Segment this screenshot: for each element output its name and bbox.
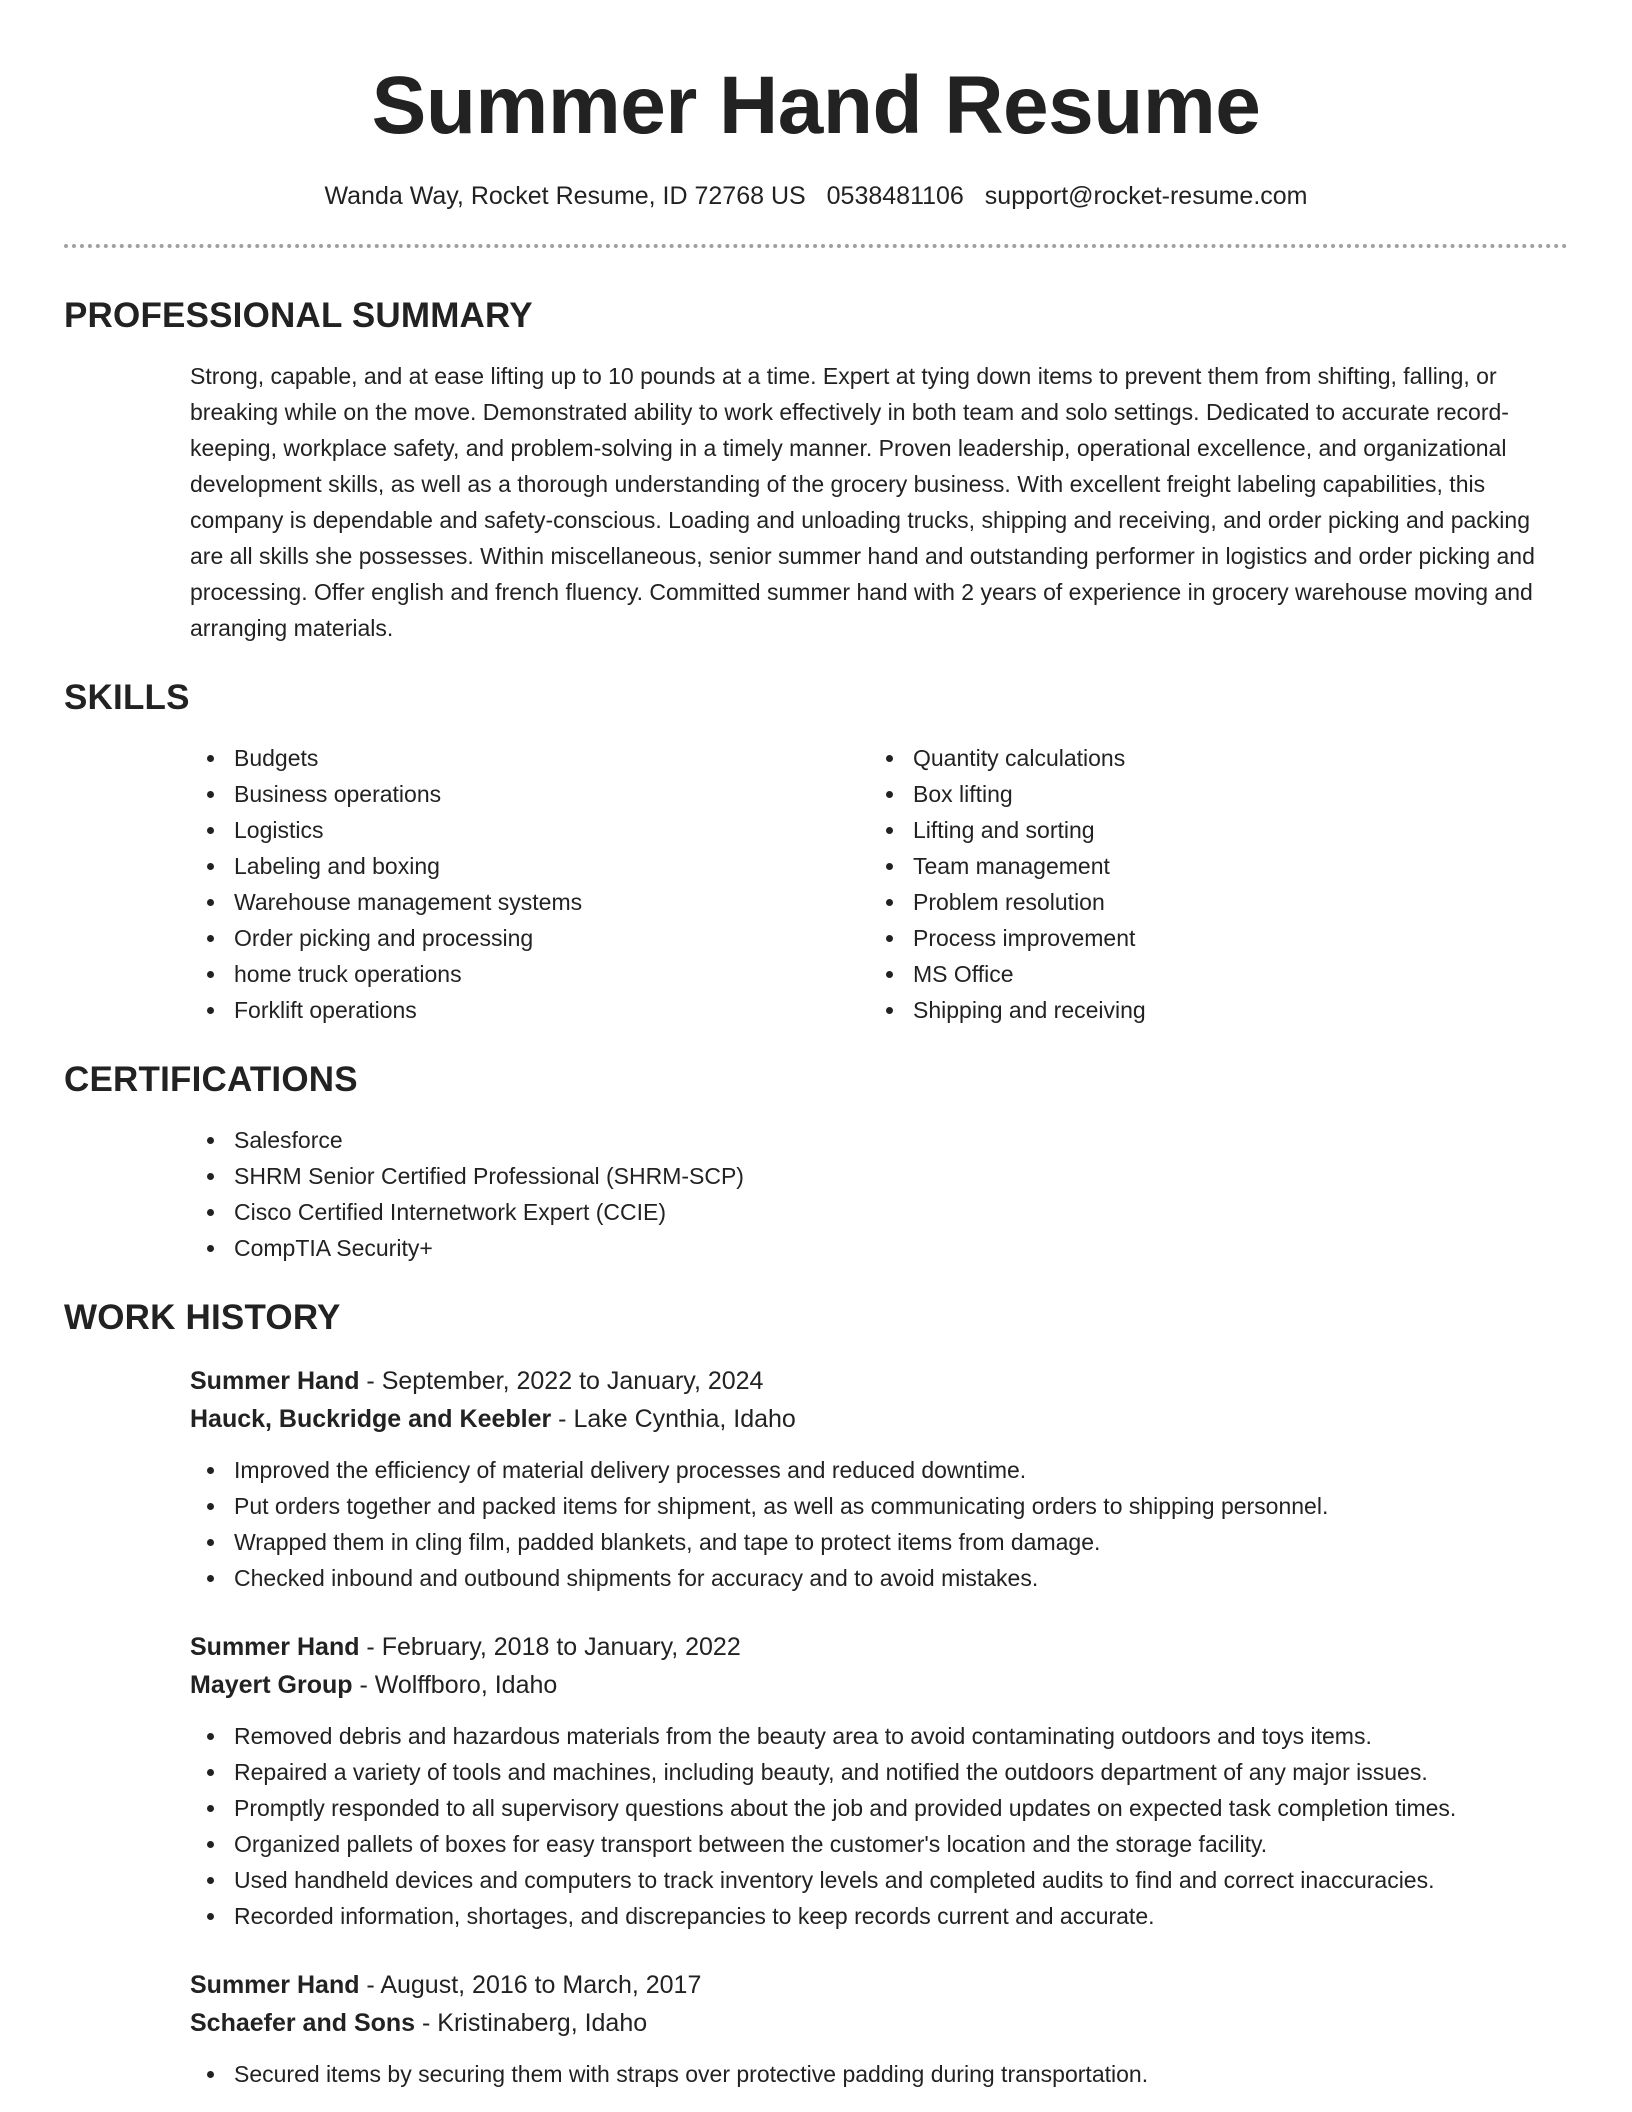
skill-item: Shipping and receiving [869,992,1548,1028]
job-role: Summer Hand [190,1367,360,1395]
job-duty: Secured items by securing them with straps over protective padding during transportation. [190,2056,1568,2092]
contact-line [64,180,1568,212]
skill-item: Warehouse management systems [190,884,869,920]
job-duty: Used handheld devices and computers to track inventory levels and completed audits to find and correct inaccuracies. [190,1862,1568,1898]
job-dates: - August, 2016 to March, 2017 [359,1971,702,1999]
job-company: Schaefer and Sons [190,2009,416,2037]
job-duty: Improved the efficiency of material delivery processes and reduced downtime. [190,1452,1568,1488]
job-duty: Organized pallets of boxes for easy transport between the customer's location and the storage facility. [190,1826,1568,1862]
job-company: Hauck, Buckridge and Keebler [190,1405,552,1433]
contact-phone: 0538481106 [826,182,964,210]
job-dates: - September, 2022 to January, 2024 [359,1367,764,1395]
skill-item: Labeling and boxing [190,848,869,884]
job-role-line [190,1966,1568,2004]
summary-text: Strong, capable, and at ease lifting up to 10 pounds at a time. Expert at tying down items to prevent them from shifting, falling, or breaking while on the move. Demonstrated ability to work effectively in both team and solo settings. Dedicated to accurate record-keeping, workplace safety, and problem-solving in a timely manner. Proven leadership, operational excellence, and organizational development skills, as well as a thorough understanding of the grocery business. With excellent freight labeling capabilities, this company is dependable and safety-conscious. Loading and unloading trucks, shipping and receiving, and order picking and packing are all skills she possesses. Within miscellaneous, senior summer hand and outstanding performer in logistics and order picking and processing. Offer english and french fluency. Committed summer hand with 2 years of experience in grocery warehouse moving and arranging materials. [190,363,1535,641]
job-duties-list [190,1452,1568,1596]
job-role-line [190,1362,1568,1400]
header-divider [64,244,1568,248]
skill-item: Budgets [190,740,869,776]
job-entry [190,1628,1568,1934]
skill-item: Logistics [190,812,869,848]
skills-columns [190,740,1568,1028]
skill-item: Quantity calculations [869,740,1548,776]
resume-page [64,0,1568,2092]
skill-item: Business operations [190,776,869,812]
job-location: - Wolffboro, Idaho [352,1671,558,1699]
job-location: - Kristinaberg, Idaho [415,2009,648,2037]
certification-item: Salesforce [190,1122,1568,1158]
job-company-line [190,1400,1568,1438]
contact-email: support@rocket-resume.com [984,182,1308,210]
skill-item: Team management [869,848,1548,884]
resume-title: Summer Hand Resume [371,60,1261,151]
job-entry [190,1966,1568,2092]
skill-item: Lifting and sorting [869,812,1548,848]
skill-item: MS Office [869,956,1548,992]
skill-item: Box lifting [869,776,1548,812]
contact-address: Wanda Way, Rocket Resume, ID 72768 US [324,182,806,210]
skill-item: home truck operations [190,956,869,992]
section-title-work-history: WORK HISTORY [64,1298,341,1337]
skills-column-left [190,740,869,1028]
job-duties-list [190,2056,1568,2092]
job-duty: Wrapped them in cling film, padded blankets, and tape to protect items from damage. [190,1524,1568,1560]
job-role: Summer Hand [190,1633,360,1661]
certification-item: CompTIA Security+ [190,1230,1568,1266]
job-duty: Checked inbound and outbound shipments for accuracy and to avoid mistakes. [190,1560,1568,1596]
job-company: Mayert Group [190,1671,353,1699]
job-duty: Put orders together and packed items for shipment, as well as communicating orders to shipping personnel. [190,1488,1568,1524]
skill-item: Problem resolution [869,884,1548,920]
job-location: - Lake Cynthia, Idaho [551,1405,796,1433]
job-duty: Recorded information, shortages, and discrepancies to keep records current and accurate. [190,1898,1568,1934]
skills-list-left [190,740,869,1028]
job-duties-list [190,1718,1568,1934]
job-duty: Promptly responded to all supervisory questions about the job and provided updates on expected task completion times. [190,1790,1568,1826]
job-duty: Repaired a variety of tools and machines, including beauty, and notified the outdoors department of any major issues. [190,1754,1568,1790]
job-entry [190,1362,1568,1596]
job-company-line [190,1666,1568,1704]
job-company-line [190,2004,1568,2042]
skills-list-right [869,740,1548,1028]
section-title-certifications: CERTIFICATIONS [64,1060,358,1099]
job-duty: Removed debris and hazardous materials from the beauty area to avoid contaminating outdoors and toys items. [190,1718,1568,1754]
certification-item: SHRM Senior Certified Professional (SHRM-SCP) [190,1158,1568,1194]
skills-column-right [869,740,1548,1028]
skill-item: Forklift operations [190,992,869,1028]
skill-item: Order picking and processing [190,920,869,956]
job-role-line [190,1628,1568,1666]
skill-item: Process improvement [869,920,1548,956]
section-title-summary: PROFESSIONAL SUMMARY [64,296,533,335]
certifications-list [190,1122,1568,1266]
job-role: Summer Hand [190,1971,360,1999]
section-title-skills: SKILLS [64,678,190,717]
certification-item: Cisco Certified Internetwork Expert (CCIE) [190,1194,1568,1230]
job-dates: - February, 2018 to January, 2022 [359,1633,741,1661]
